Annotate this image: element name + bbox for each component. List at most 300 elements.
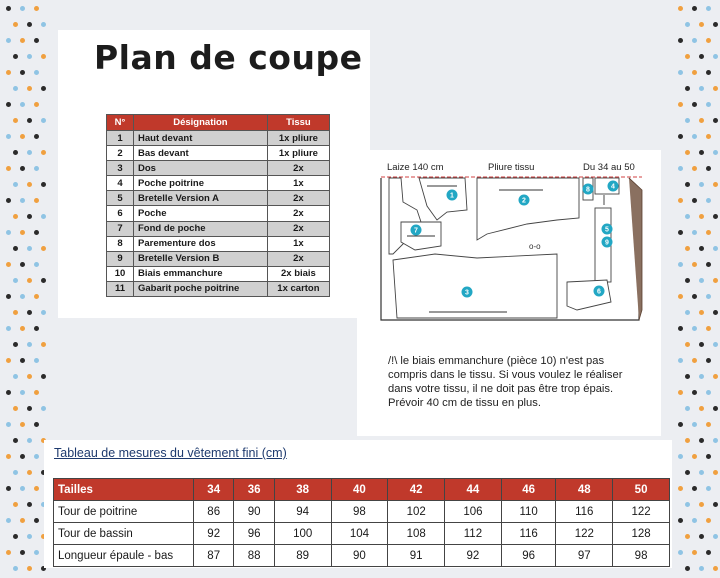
decorative-dot xyxy=(6,358,11,363)
pieces-table-row xyxy=(107,221,330,236)
decorative-dot xyxy=(678,70,683,75)
decorative-dot xyxy=(678,230,683,235)
decorative-dot xyxy=(692,390,697,395)
decorative-dot xyxy=(699,438,704,443)
measurement-value: 100 xyxy=(274,523,331,545)
decorative-dot xyxy=(6,102,11,107)
decorative-dot xyxy=(713,406,718,411)
decorative-dot xyxy=(20,38,25,43)
decorative-dot xyxy=(13,566,18,571)
decorative-dot xyxy=(27,406,32,411)
decorative-dot xyxy=(678,38,683,43)
measurement-value: 91 xyxy=(388,545,445,567)
size-header: 40 xyxy=(331,479,388,501)
decorative-dot xyxy=(692,454,697,459)
decorative-dot xyxy=(692,326,697,331)
measurement-value: 128 xyxy=(613,523,670,545)
decorative-dot xyxy=(6,422,11,427)
decorative-dot xyxy=(685,182,690,187)
decorative-dot xyxy=(699,470,704,475)
decorative-dot xyxy=(41,342,46,347)
decorative-dot xyxy=(6,294,11,299)
piece-designation: Dos xyxy=(134,161,268,176)
decorative-dot xyxy=(20,6,25,11)
measurement-value: 122 xyxy=(613,501,670,523)
decorative-dot xyxy=(685,54,690,59)
bias-binding-note: /!\ le biais emmanchure (pièce 10) n'est pas compris dans le tissu. Si vous voulez le réaliser dans votre tissu, il ne doit pas être trop épais. Prévoir 40 cm de tissu en plus. xyxy=(388,355,623,409)
decorative-dot xyxy=(678,134,683,139)
measurement-value: 108 xyxy=(388,523,445,545)
decorative-dot xyxy=(692,422,697,427)
decorative-dot xyxy=(699,342,704,347)
decorative-dot xyxy=(20,166,25,171)
decorative-dot xyxy=(20,518,25,523)
measurement-label: Longueur épaule - bas xyxy=(54,545,194,567)
measurement-value: 96 xyxy=(501,545,556,567)
piece-fabric: 1x carton xyxy=(267,281,329,296)
decorative-dot xyxy=(34,262,39,267)
decorative-dot xyxy=(20,454,25,459)
decorative-dot xyxy=(685,278,690,283)
decorative-dot xyxy=(699,534,704,539)
decorative-dot xyxy=(713,22,718,27)
measurements-table xyxy=(53,478,670,567)
piece-fabric: 2x xyxy=(267,206,329,221)
decorative-dot xyxy=(713,86,718,91)
decorative-dot xyxy=(713,438,718,443)
decorative-dot xyxy=(685,22,690,27)
decorative-dot xyxy=(685,374,690,379)
decorative-dot xyxy=(6,70,11,75)
cutting-plan-title-panel xyxy=(58,30,370,318)
piece-designation: Biais emmanchure xyxy=(134,266,268,281)
decorative-dot xyxy=(41,406,46,411)
decorative-dot xyxy=(20,422,25,427)
piece-marker xyxy=(594,286,605,297)
measurement-value: 98 xyxy=(613,545,670,567)
piece-designation: Bas devant xyxy=(134,146,268,161)
piece-number: 10 xyxy=(107,266,134,281)
decorative-dot xyxy=(706,326,711,331)
decorative-dot xyxy=(692,294,697,299)
decorative-dot xyxy=(692,518,697,523)
decorative-dot xyxy=(706,38,711,43)
decorative-dot xyxy=(692,134,697,139)
piece-fabric: 2x xyxy=(267,191,329,206)
piece-marker-number: 3 xyxy=(465,289,469,297)
decorative-dot xyxy=(713,374,718,379)
piece-number: 8 xyxy=(107,236,134,251)
decorative-dot xyxy=(20,390,25,395)
pattern-piece-shape xyxy=(567,280,611,310)
piece-fabric: 2x xyxy=(267,161,329,176)
piece-marker-number: 2 xyxy=(522,197,526,205)
decorative-dot xyxy=(27,502,32,507)
decorative-dot xyxy=(34,518,39,523)
fabric-edge xyxy=(629,178,642,320)
decorative-dot xyxy=(34,166,39,171)
decorative-dot xyxy=(692,102,697,107)
decorative-dot xyxy=(27,246,32,251)
fabric-width-label: Laize 140 cm xyxy=(387,162,444,173)
decorative-dot xyxy=(713,214,718,219)
decorative-dot xyxy=(6,166,11,171)
pieces-table-row xyxy=(107,251,330,266)
decorative-dot xyxy=(685,118,690,123)
decorative-dot xyxy=(20,198,25,203)
decorative-dot xyxy=(699,214,704,219)
measurement-value: 97 xyxy=(556,545,613,567)
piece-marker xyxy=(608,181,619,192)
decorative-dot xyxy=(678,358,683,363)
decorative-dot xyxy=(706,262,711,267)
decorative-dot xyxy=(713,470,718,475)
pieces-table-row xyxy=(107,281,330,296)
decorative-dot xyxy=(685,310,690,315)
decorative-dot xyxy=(27,150,32,155)
decorative-dot xyxy=(699,150,704,155)
decorative-dot xyxy=(41,22,46,27)
piece-number: 3 xyxy=(107,161,134,176)
decorative-dot xyxy=(6,230,11,235)
measurements-row xyxy=(54,545,670,567)
decorative-dot xyxy=(685,566,690,571)
piece-fabric: 1x xyxy=(267,236,329,251)
decorative-dot xyxy=(6,134,11,139)
decorative-dot xyxy=(13,534,18,539)
decorative-dot xyxy=(713,310,718,315)
size-header: 34 xyxy=(194,479,234,501)
measurement-value: 89 xyxy=(274,545,331,567)
decorative-dot xyxy=(692,486,697,491)
pieces-header-designation: Désignation xyxy=(134,115,268,131)
decorative-dot xyxy=(41,150,46,155)
decorative-dot xyxy=(699,278,704,283)
piece-designation: Fond de poche xyxy=(134,221,268,236)
decorative-dot xyxy=(678,6,683,11)
measurements-caption: Tableau de mesures du vêtement fini (cm) xyxy=(54,446,287,460)
piece-marker xyxy=(602,237,613,248)
pieces-table-row xyxy=(107,131,330,146)
piece-fabric: 1x xyxy=(267,176,329,191)
measurement-value: 112 xyxy=(445,523,502,545)
decorative-dot xyxy=(6,198,11,203)
pieces-table-row xyxy=(107,191,330,206)
measurements-panel xyxy=(44,440,672,568)
decorative-dot xyxy=(27,342,32,347)
decorative-dot xyxy=(6,6,11,11)
piece-fabric: 2x biais xyxy=(267,266,329,281)
decorative-dot xyxy=(699,406,704,411)
pieces-table-row xyxy=(107,206,330,221)
decorative-dot xyxy=(13,470,18,475)
piece-number: 9 xyxy=(107,251,134,266)
measurement-value: 92 xyxy=(194,523,234,545)
pieces-table-row xyxy=(107,176,330,191)
pieces-table-row xyxy=(107,266,330,281)
decorative-dot xyxy=(706,6,711,11)
size-header: 38 xyxy=(274,479,331,501)
pieces-header-fabric: Tissu xyxy=(267,115,329,131)
decorative-dot xyxy=(678,294,683,299)
decorative-dot xyxy=(685,470,690,475)
piece-marker xyxy=(602,224,613,235)
decorative-dot xyxy=(13,374,18,379)
piece-marker xyxy=(447,190,458,201)
decorative-dot xyxy=(27,438,32,443)
decorative-dot xyxy=(41,310,46,315)
decorative-dot xyxy=(27,534,32,539)
decorative-dot xyxy=(34,454,39,459)
piece-marker xyxy=(519,195,530,206)
measurement-value: 90 xyxy=(331,545,388,567)
decorative-dot xyxy=(27,118,32,123)
decorative-dot xyxy=(685,214,690,219)
decorative-dot xyxy=(678,326,683,331)
measurement-value: 110 xyxy=(501,501,556,523)
decorative-dot xyxy=(27,86,32,91)
measurement-label: Tour de bassin xyxy=(54,523,194,545)
decorative-dot xyxy=(692,550,697,555)
decorative-dot xyxy=(706,70,711,75)
decorative-dot xyxy=(713,566,718,571)
decorative-dot xyxy=(699,86,704,91)
sizes-header: Tailles xyxy=(54,479,194,501)
decorative-dot xyxy=(692,38,697,43)
piece-designation: Gabarit poche poitrine xyxy=(134,281,268,296)
size-range-label: Du 34 au 50 xyxy=(583,162,635,173)
piece-marker-number: 4 xyxy=(611,183,615,191)
decorative-dot xyxy=(34,326,39,331)
decorative-dot xyxy=(20,358,25,363)
piece-fabric: 1x pliure xyxy=(267,146,329,161)
decorative-dot xyxy=(20,326,25,331)
decorative-dot xyxy=(6,262,11,267)
decorative-dot xyxy=(706,422,711,427)
decorative-dots-left xyxy=(0,0,48,578)
piece-designation: Bretelle Version B xyxy=(134,251,268,266)
decorative-dot xyxy=(34,198,39,203)
decorative-dot xyxy=(20,134,25,139)
pieces-table-header xyxy=(107,115,330,131)
measurement-value: 102 xyxy=(388,501,445,523)
decorative-dot xyxy=(34,550,39,555)
decorative-dot xyxy=(13,310,18,315)
decorative-dot xyxy=(678,422,683,427)
piece-designation: Haut devant xyxy=(134,131,268,146)
decorative-dot xyxy=(20,102,25,107)
decorative-dot xyxy=(706,198,711,203)
decorative-dot xyxy=(713,278,718,283)
pattern-piece-shape xyxy=(477,178,579,240)
decorative-dot xyxy=(13,438,18,443)
piece-fabric: 2x xyxy=(267,251,329,266)
decorative-dot xyxy=(685,150,690,155)
decorative-dot xyxy=(13,214,18,219)
decorative-dot xyxy=(41,374,46,379)
decorative-dot xyxy=(706,166,711,171)
decorative-dot xyxy=(6,326,11,331)
size-header: 42 xyxy=(388,479,445,501)
cutting-layout-panel xyxy=(357,150,661,436)
decorative-dot xyxy=(41,246,46,251)
decorative-dot xyxy=(713,534,718,539)
decorative-dot xyxy=(13,502,18,507)
decorative-dot xyxy=(678,102,683,107)
decorative-dot xyxy=(685,406,690,411)
decorative-dot xyxy=(713,182,718,187)
decorative-dot xyxy=(27,214,32,219)
measurement-value: 104 xyxy=(331,523,388,545)
size-header: 46 xyxy=(501,479,556,501)
decorative-dot xyxy=(678,262,683,267)
decorative-dot xyxy=(692,166,697,171)
pieces-table-row xyxy=(107,146,330,161)
decorative-dot xyxy=(685,342,690,347)
decorative-dot xyxy=(713,118,718,123)
decorative-dot xyxy=(713,54,718,59)
page-title: Plan de coupe xyxy=(94,38,363,77)
decorative-dot xyxy=(678,454,683,459)
decorative-dot xyxy=(706,358,711,363)
decorative-dot xyxy=(34,38,39,43)
decorative-dot xyxy=(699,54,704,59)
decorative-dot xyxy=(699,182,704,187)
decorative-dot xyxy=(34,422,39,427)
decorative-dot xyxy=(41,54,46,59)
decorative-dot xyxy=(13,86,18,91)
decorative-dot xyxy=(685,246,690,251)
decorative-dot xyxy=(13,150,18,155)
decorative-dot xyxy=(27,470,32,475)
decorative-dot xyxy=(678,390,683,395)
decorative-dot xyxy=(692,198,697,203)
piece-designation: Poche xyxy=(134,206,268,221)
decorative-dot xyxy=(13,182,18,187)
measurement-value: 88 xyxy=(234,545,274,567)
decorative-dot xyxy=(713,150,718,155)
decorative-dot xyxy=(27,22,32,27)
decorative-dot xyxy=(699,502,704,507)
decorative-dot xyxy=(41,118,46,123)
decorative-dot xyxy=(34,134,39,139)
decorative-dot xyxy=(13,118,18,123)
decorative-dot xyxy=(706,486,711,491)
fold-label: Pliure tissu xyxy=(488,162,535,173)
decorative-dot xyxy=(20,262,25,267)
decorative-dot xyxy=(41,214,46,219)
decorative-dot xyxy=(699,118,704,123)
decorative-dot xyxy=(34,390,39,395)
pattern-piece-shape xyxy=(393,254,557,318)
decorative-dot xyxy=(6,454,11,459)
decorative-dot xyxy=(13,406,18,411)
decorative-dot xyxy=(34,358,39,363)
decorative-dot xyxy=(692,70,697,75)
measurement-value: 87 xyxy=(194,545,234,567)
measurement-value: 96 xyxy=(234,523,274,545)
decorative-dot xyxy=(713,342,718,347)
size-header: 36 xyxy=(234,479,274,501)
decorative-dot xyxy=(20,230,25,235)
pattern-piece-shape xyxy=(419,178,467,220)
decorative-dot xyxy=(699,310,704,315)
decorative-dot xyxy=(699,374,704,379)
decorative-dot xyxy=(685,502,690,507)
measurement-value: 92 xyxy=(445,545,502,567)
decorative-dot xyxy=(692,6,697,11)
measurement-value: 116 xyxy=(501,523,556,545)
decorative-dot xyxy=(706,390,711,395)
piece-number: 4 xyxy=(107,176,134,191)
piece-number: 2 xyxy=(107,146,134,161)
decorative-dot xyxy=(27,374,32,379)
measurement-value: 122 xyxy=(556,523,613,545)
piece-fabric: 2x xyxy=(267,221,329,236)
piece-marker-number: 5 xyxy=(605,226,609,234)
decorative-dot xyxy=(13,278,18,283)
decorative-dot xyxy=(699,22,704,27)
piece-number: 7 xyxy=(107,221,134,236)
decorative-dot xyxy=(685,534,690,539)
decorative-dot xyxy=(27,278,32,283)
piece-designation: Parementure dos xyxy=(134,236,268,251)
piece-designation: Bretelle Version A xyxy=(134,191,268,206)
measurements-header-row xyxy=(54,479,670,501)
decorative-dot xyxy=(6,38,11,43)
decorative-dot xyxy=(678,486,683,491)
decorative-dot xyxy=(27,54,32,59)
decorative-dot xyxy=(692,358,697,363)
piece-marker xyxy=(583,184,594,195)
decorative-dot xyxy=(34,294,39,299)
pieces-table xyxy=(106,114,330,297)
decorative-dot xyxy=(678,550,683,555)
pieces-table-row xyxy=(107,236,330,251)
decorative-dot xyxy=(678,518,683,523)
measurement-value: 90 xyxy=(234,501,274,523)
piece-marker-number: 1 xyxy=(450,192,454,200)
decorative-dot xyxy=(706,230,711,235)
measurement-value: 106 xyxy=(445,501,502,523)
piece-designation: Poche poitrine xyxy=(134,176,268,191)
grain-mark: o-o xyxy=(529,242,541,251)
decorative-dot xyxy=(706,518,711,523)
piece-marker xyxy=(411,225,422,236)
decorative-dot xyxy=(699,566,704,571)
piece-fabric: 1x pliure xyxy=(267,131,329,146)
decorative-dot xyxy=(706,102,711,107)
decorative-dots-right xyxy=(672,0,720,578)
decorative-dot xyxy=(34,70,39,75)
piece-marker-number: 8 xyxy=(586,186,590,194)
decorative-dot xyxy=(706,294,711,299)
piece-marker xyxy=(462,287,473,298)
decorative-dot xyxy=(41,86,46,91)
decorative-dot xyxy=(692,230,697,235)
decorative-dot xyxy=(6,550,11,555)
decorative-dot xyxy=(678,166,683,171)
decorative-dot xyxy=(27,566,32,571)
decorative-dot xyxy=(6,518,11,523)
decorative-dot xyxy=(20,550,25,555)
size-header: 48 xyxy=(556,479,613,501)
decorative-dot xyxy=(706,454,711,459)
decorative-dot xyxy=(706,550,711,555)
pieces-header-number: N° xyxy=(107,115,134,131)
piece-marker-number: 6 xyxy=(597,288,601,296)
decorative-dot xyxy=(34,102,39,107)
